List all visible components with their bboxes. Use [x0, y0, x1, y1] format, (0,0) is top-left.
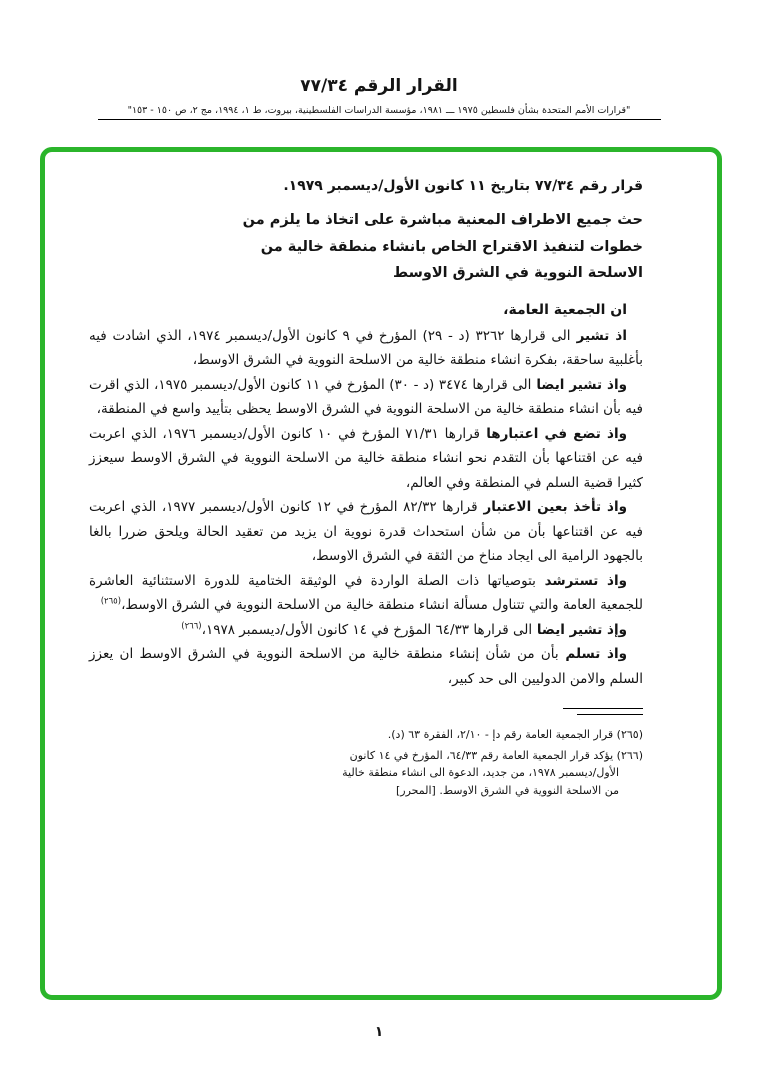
source-citation: "قرارات الأمم المتحدة بشأن فلسطين ١٩٧٥ ـــ ١٩٨١، مؤسسة الدراسات الفلسطينية، بيروت، ط ١، ١٩٩٤، مج ٢، ص ١٥٠ - ١٥٣" — [127, 105, 631, 116]
paragraph-lead: واذ تسترشد — [535, 572, 627, 589]
resolution-paragraph: واذ تسترشد بتوصياتها ذات الصلة الواردة في الوثيقة الختامية للدورة الاستثنائية العاشرة للجمعية العامة والتي تتناول مسألة انشاء منطقة خالية من الاسلحة النووية في الشرق الاوسط،$^{(٢٦٥)}$ — [89, 572, 643, 613]
document-header — [0, 76, 758, 120]
footnote-ref: (٢٦٦) — [181, 621, 202, 631]
paragraph-lead: وإذ تشير ايضا — [532, 621, 627, 638]
page-title: القرار الرقم ٧٧/٣٤ — [300, 76, 458, 96]
resolution-box — [40, 147, 722, 1000]
footnote-separator-line — [577, 714, 643, 715]
paragraph-lead: واذ تشير ايضا — [531, 376, 627, 393]
resolution-paragraph: واذ تأخذ بعين الاعتبار قرارها ٨٢/٣٢ المؤرخ في ١٢ كانون الأول/ديسمبر ١٩٧٧، الذي اعربت فيه عن اقتناعها بأن من شأن استحداث قدرة نووية ان يزيد من تعقيد الحالة ويلحق ضررا بالغا بالجهود الرامية الى ايجاد مناخ من الثقة في الشرق الاوسط، — [89, 499, 643, 564]
resolution-heading: قرار رقم ٧٧/٣٤ بتاريخ ١١ كانون الأول/ديسمبر ١٩٧٩. — [283, 178, 643, 194]
footnote-separator-line — [563, 708, 643, 709]
resolution-paragraph: وإذ تشير ايضا الى قرارها ٦٤/٣٣ المؤرخ في ١٤ كانون الأول/ديسمبر ١٩٧٨،$^{(٢٦٦)}$ — [181, 621, 627, 638]
footnote: (٢٦٥) قرار الجمعية العامة رقم دإ - ٢/١٠، الفقرة ٦٣ (د). — [387, 728, 643, 741]
resolution-paragraph: واذ تضع في اعتبارها قرارها ٧١/٣١ المؤرخ في ١٠ كانون الأول/ديسمبر ١٩٧٦، الذي اعربت فيه عن اقتناعها بأن التقدم نحو انشاء منطقة خالية من الاسلحة النووية في الشرق الاوسط سيعزز كثيرا قضية السلم في المنطقة وفي العالم، — [89, 425, 643, 491]
resolution-paragraph: اذ تشير الى قرارها ٣٢٦٢ (د - ٢٩) المؤرخ في ٩ كانون الأول/ديسمبر ١٩٧٤، الذي اشادت فيه بأغلبية ساحقة، بفكرة انشاء منطقة خالية من الاسلحة النووية في الشرق الاوسط، — [89, 327, 643, 368]
resolution-paragraph: واذ تشير ايضا الى قرارها ٣٤٧٤ (د - ٣٠) المؤرخ في ١١ كانون الأول/ديسمبر ١٩٧٥، الذي اقرت فيه بأن انشاء منطقة خالية من الاسلحة النووية في الشرق الاوسط يحظى بتأييد واسع في المنطقة، — [89, 376, 643, 417]
page-number: ١ — [374, 1024, 384, 1040]
footnotes — [333, 726, 643, 799]
resolution-paragraph: واذ تسلم بأن من شأن إنشاء منطقة خالية من الاسلحة النووية في الشرق الاوسط ان يعزز السلم والامن الدوليين الى حد كبير، — [89, 646, 643, 687]
paragraph-lead: واذ تضع في اعتبارها — [480, 425, 627, 442]
paragraph-lead: واذ تسلم — [558, 646, 627, 662]
resolution-opening: ان الجمعية العامة، — [503, 301, 627, 318]
header-divider — [98, 119, 661, 120]
footnote-separator — [89, 708, 643, 715]
resolution-subject: حث جميع الاطراف المعنية مباشرة على اتخاذ ما يلزم من خطوات لتنفيذ الاقتراح الخاص بانشاء منطقة خالية من الاسلحة النووية في الشرق الاوسط — [242, 212, 643, 281]
resolution-paragraphs — [89, 324, 643, 692]
footnote: (٢٦٦) يؤكد قرار الجمعية العامة رقم ٦٤/٣٣، المؤرخ في ١٤ كانون الأول/ديسمبر ١٩٧٨، من جديد، الدعوة الى انشاء منطقة خالية من الاسلحة النووية في الشرق الاوسط. [المحرر] — [342, 748, 643, 797]
paragraph-lead: واذ تأخذ بعين الاعتبار — [477, 499, 627, 515]
paragraph-lead: اذ تشير — [570, 327, 627, 344]
footnote-ref: (٢٦٥) — [100, 596, 122, 607]
